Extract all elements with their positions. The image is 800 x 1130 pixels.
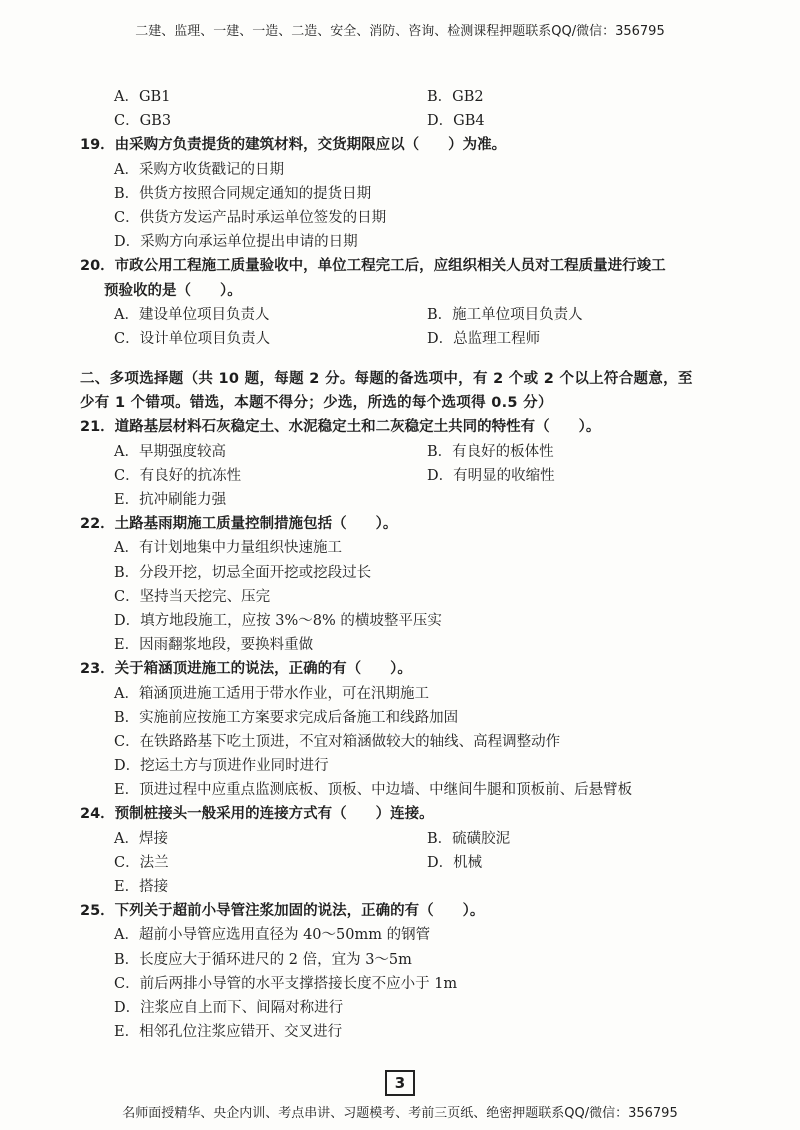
q19-option-c: C．供货方发运产品时承运单位签发的日期 — [114, 209, 387, 226]
q23-option-d: D．挖运土方与顶进作业同时进行 — [114, 758, 329, 775]
q23-stem: 23．关于箱涵顶进施工的说法，正确的有（ ）。 — [80, 661, 412, 678]
q18-option-d: D．GB4 — [427, 113, 485, 130]
q22-option-d: D．填方地段施工，应按 3%～8% 的横坡整平压实 — [114, 612, 442, 629]
q25-stem: 25．下列关于超前小导管注浆加固的说法，正确的有（ ）。 — [80, 903, 485, 920]
q23-option-c: C．在铁路路基下吃土顶进，不宜对箱涵做较大的轴线、高程调整动作 — [114, 733, 561, 750]
q21-stem: 21．道路基层材料石灰稳定土、水泥稳定土和二灰稳定土共同的特性有（ ）。 — [80, 419, 601, 436]
q20-stem: 20．市政公用工程施工质量验收中，单位工程完工后，应组织相关人员对工程质量进行竣工 — [80, 258, 666, 275]
q25-option-d: D．注浆应自上而下、间隔对称进行 — [114, 999, 344, 1016]
page-header: 二建、监理、一建、一造、二造、安全、消防、咨询、检测课程押题联系QQ/微信：356795 — [135, 24, 665, 39]
q22-option-c: C．坚持当天挖完、压完 — [114, 588, 271, 605]
q23-option-e: E．顶进过程中应重点监测底板、顶板、中边墙、中继间牛腿和顶板前、后悬臂板 — [114, 782, 633, 799]
q19-option-a: A．采购方收货戳记的日期 — [114, 161, 284, 178]
q25-option-e: E．相邻孔位注浆应错开、交叉进行 — [114, 1024, 343, 1041]
q22-stem: 22．土路基雨期施工质量控制措施包括（ ）。 — [80, 516, 398, 533]
q21-option-d: D．有明显的收缩性 — [427, 467, 555, 484]
q23-option-b: B．实施前应按施工方案要求完成后备施工和线路加固 — [114, 709, 459, 726]
section2-title: 二、多项选择题（共 10 题，每题 2 分。每题的备选项中，有 2 个或 2 个以上符合题意，至 — [80, 371, 693, 388]
q24-option-b: B．硫磺胶泥 — [427, 830, 511, 847]
q25-option-a: A．超前小导管应选用直径为 40～50mm 的钢管 — [114, 927, 431, 944]
page-footer: 名师面授精华、央企内训、考点串讲、习题模考、考前三页纸、绝密押题联系QQ/微信：356795 — [122, 1106, 678, 1121]
q21-option-c: C．有良好的抗冻性 — [114, 467, 242, 484]
q24-stem: 24．预制桩接头一般采用的连接方式有（ ）连接。 — [80, 806, 434, 823]
q24-option-a: A．焊接 — [114, 830, 168, 847]
q19-option-b: B．供货方按照合同规定通知的提货日期 — [114, 185, 372, 202]
section-gap — [0, 351, 800, 367]
q19-option-d: D．采购方向承运单位提出申请的日期 — [114, 234, 358, 251]
q24-option-e: E．搭接 — [114, 879, 169, 895]
q20-options-row2 — [0, 327, 800, 351]
q21-option-a: A．早期强度较高 — [114, 443, 226, 460]
q24-options-row1 — [0, 827, 800, 851]
q20-stem-continued: 预验收的是（ ）。 — [104, 282, 242, 299]
q18-option-c: C．GB3 — [114, 113, 172, 130]
q22-option-e: E．因雨翻浆地段，要换料重做 — [114, 637, 314, 654]
q24-option-d: D．机械 — [427, 854, 483, 871]
page-number: 3 — [385, 1070, 415, 1096]
q21-option-e: E．抗冲刷能力强 — [114, 492, 227, 508]
q23-option-a: A．箱涵顶进施工适用于带水作业，可在汛期施工 — [114, 685, 429, 702]
q25-option-b: B．长度应大于循环进尺的 2 倍，宜为 3～5m — [114, 951, 412, 968]
q20-option-d: D．总监理工程师 — [427, 330, 541, 347]
q18-option-a: A．GB1 — [114, 89, 171, 105]
q18-options-row1 — [0, 85, 800, 109]
q21-options-row1 — [0, 440, 800, 464]
q20-option-c: C．设计单位项目负责人 — [114, 330, 271, 347]
q20-options-row1 — [0, 303, 800, 327]
section2-title-continued: 少有 1 个错项。错选，本题不得分；少选，所选的每个选项得 0.5 分） — [80, 395, 553, 412]
q20-option-b: B．施工单位项目负责人 — [427, 306, 583, 323]
exam-content — [0, 85, 800, 1044]
q24-options-row2 — [0, 851, 800, 875]
q19-stem: 19．由采购方负责提货的建筑材料，交货期限应以（ ）为准。 — [80, 137, 507, 154]
q21-option-b: B．有良好的板体性 — [427, 443, 554, 460]
q20-option-a: A．建设单位项目负责人 — [114, 306, 270, 323]
q21-options-row2 — [0, 464, 800, 488]
q18-options-row2 — [0, 109, 800, 133]
q24-option-c: C．法兰 — [114, 854, 169, 871]
q25-option-c: C．前后两排小导管的水平支撑搭接长度不应小于 1m — [114, 975, 458, 992]
q22-option-b: B．分段开挖，切忌全面开挖或挖段过长 — [114, 564, 372, 581]
q22-option-a: A．有计划地集中力量组织快速施工 — [114, 540, 342, 557]
q18-option-b: B．GB2 — [427, 89, 484, 105]
